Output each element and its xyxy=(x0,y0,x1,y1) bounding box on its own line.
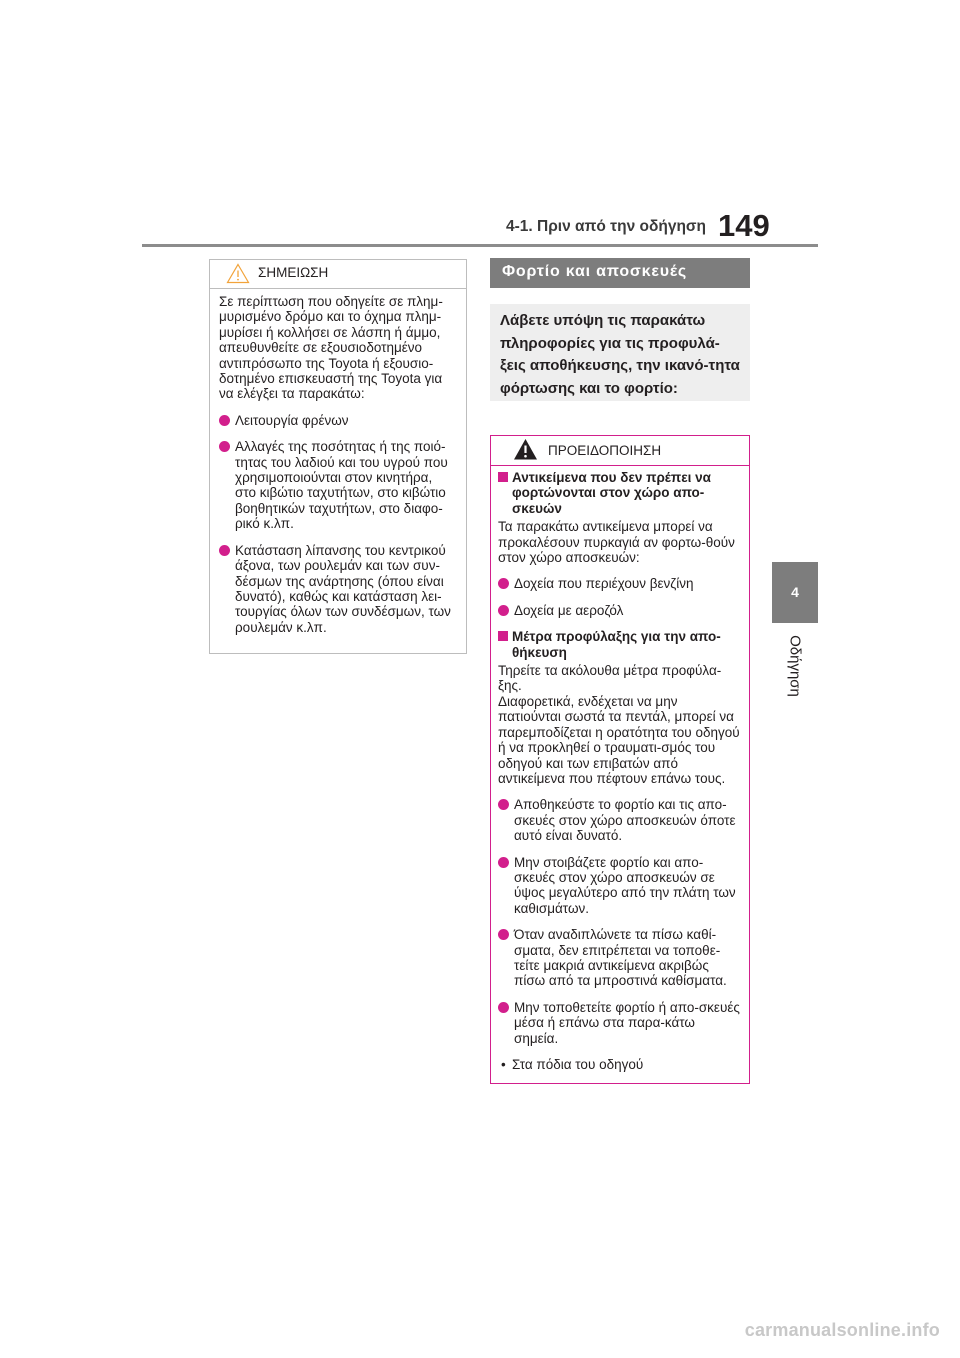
small-bullet-icon: • xyxy=(501,1057,506,1072)
warning-title: ΠΡΟΕΙΔΟΠΟΙΗΣΗ xyxy=(548,443,662,458)
section-banner xyxy=(490,258,750,288)
page-number: 149 xyxy=(718,208,770,243)
warning-bullet xyxy=(498,1000,741,1046)
note-bullet-text: Λειτουργία φρένων xyxy=(235,412,349,428)
note-title: ΣΗΜΕΙΩΣΗ xyxy=(258,265,329,280)
warning-bullet xyxy=(498,855,741,917)
chapter-tab: 4 xyxy=(772,562,818,623)
warning-bullet-text: Αποθηκεύστε το φορτίο και τις απο-σκευές στον χώρο αποσκευών όποτε αυτό είναι δυνατό. xyxy=(514,797,736,844)
bullet-dot-icon xyxy=(498,929,509,940)
warning-bullet-text: Μην στοιβάζετε φορτίο και απο-σκευές στον χώρο αποσκευών σε ύψος μεγαλύτερο από την πλάτη των καθισμάτων. xyxy=(514,854,736,916)
warning-bullet xyxy=(498,576,741,591)
warning-bullet-text: Όταν αναδιπλώνετε τα πίσω καθί-σματα, δεν επιτρέπεται να τοποθε-τείτε μακριά αντικείμενα ακριβώς πίσω από τα μπροστινά καθίσματα. xyxy=(514,927,727,989)
section-title: Φορτίο και αποσκευές xyxy=(502,263,688,280)
warning-box xyxy=(490,435,750,1084)
warning-sub-bullet-text: Στα πόδια του οδηγού xyxy=(512,1057,644,1072)
warning-body xyxy=(491,466,749,1072)
bullet-dot-icon xyxy=(219,415,230,426)
warning-subheading-text: Μέτρα προφύλαξης για την απο-θήκευση xyxy=(512,629,721,660)
warning-bullet-text: Δοχεία που περιέχουν βενζίνη xyxy=(514,576,694,592)
bullet-dot-icon xyxy=(498,799,509,810)
warning-subheading xyxy=(498,629,741,660)
warning-sub-bullet xyxy=(498,1057,741,1072)
bullet-dot-icon xyxy=(219,545,230,556)
warning-paragraph: Τα παρακάτω αντικείμενα μπορεί να προκαλέσουν πυρκαγιά αν φορτω-θούν στον χώρο αποσκευών: xyxy=(498,519,735,566)
warning-solid-icon xyxy=(513,438,538,461)
bullet-dot-icon xyxy=(219,441,230,452)
warning-paragraph: Τηρείτε τα ακόλουθα μέτρα προφύλα-ξης. xyxy=(498,663,722,694)
note-bullet xyxy=(219,439,456,531)
note-bullet xyxy=(219,543,456,635)
chapter-label: Οδήγηση xyxy=(786,635,804,697)
square-bullet-icon xyxy=(498,472,508,482)
section-intro: Λάβετε υπόψη τις παρακάτω πληροφορίες για τις προφυλά-ξεις αποθήκευσης, την ικανό-τητα φόρτωσης και το φορτίο: xyxy=(490,304,750,401)
square-bullet-icon xyxy=(498,631,508,641)
section-header-title: 4-1. Πριν από την οδήγηση xyxy=(505,218,706,235)
note-header xyxy=(210,260,466,289)
warning-bullet xyxy=(498,797,741,843)
header-divider xyxy=(142,244,818,247)
note-intro: Σε περίπτωση που οδηγείτε σε πλημ-μυρισμένο δρόμο και το όχημα πλημ-μυρίσει ή κολλήσει σε λάσπη ή άμμο, απευθυνθείτε σε εξουσιοδοτημένο αντιπρόσωπο της Toyota ή εξουσιο-δοτημένο επισκευαστή της Toyota για να ελέγξει τα παρακάτω: xyxy=(219,294,443,402)
warning-bullet xyxy=(498,927,741,989)
warning-bullet xyxy=(498,603,741,618)
bullet-dot-icon xyxy=(498,578,509,589)
warning-bullet-text: Δοχεία με αεροζόλ xyxy=(514,602,624,618)
bullet-dot-icon xyxy=(498,605,509,616)
warning-bullet-text: Μην τοποθετείτε φορτίο ή απο-σκευές μέσα ή επάνω στα παρα-κάτω σημεία. xyxy=(514,999,740,1046)
watermark: carmanualsonline.info xyxy=(744,1320,940,1340)
warning-outline-icon xyxy=(226,263,250,284)
warning-subheading xyxy=(498,470,741,516)
note-bullet xyxy=(219,413,456,428)
warning-header xyxy=(491,436,749,466)
warning-subheading-text: Αντικείμενα που δεν πρέπει να φορτώνονται στον χώρο απο-σκευών xyxy=(512,470,711,516)
note-bullet-text: Αλλαγές της ποσότητας ή της ποιό-τητας του λαδιού και του υγρού που χρησιμοποιούνται στον κινητήρα, στο κιβώτιο ταχυτήτων, στο κιβώτιο βοηθητικών ταχυτήτων, στο διαφο-ρικό κ.λπ. xyxy=(235,439,448,532)
bullet-dot-icon xyxy=(498,1002,509,1013)
warning-paragraph: Διαφορετικά, ενδέχεται να μην πατιούνται σωστά τα πεντάλ, μπορεί να παρεμποδίζεται η ορατότητα του οδηγού ή να προκληθεί ο τραυματι-σμός του οδηγού και των επιβατών από αντικείμενα που πέφτουν επάνω τους. xyxy=(498,693,740,786)
note-bullet-text: Κατάσταση λίπανσης του κεντρικού άξονα, των ρουλεμάν και των συν-δέσμων της ανάρτησης (όπου είναι δυνατό), καθώς και κατάσταση λει-τουργίας όλων των συνδέσμων, των ρουλεμάν κ.λπ. xyxy=(235,542,451,635)
bullet-dot-icon xyxy=(498,857,509,868)
note-body xyxy=(210,289,466,635)
note-box xyxy=(209,259,467,654)
